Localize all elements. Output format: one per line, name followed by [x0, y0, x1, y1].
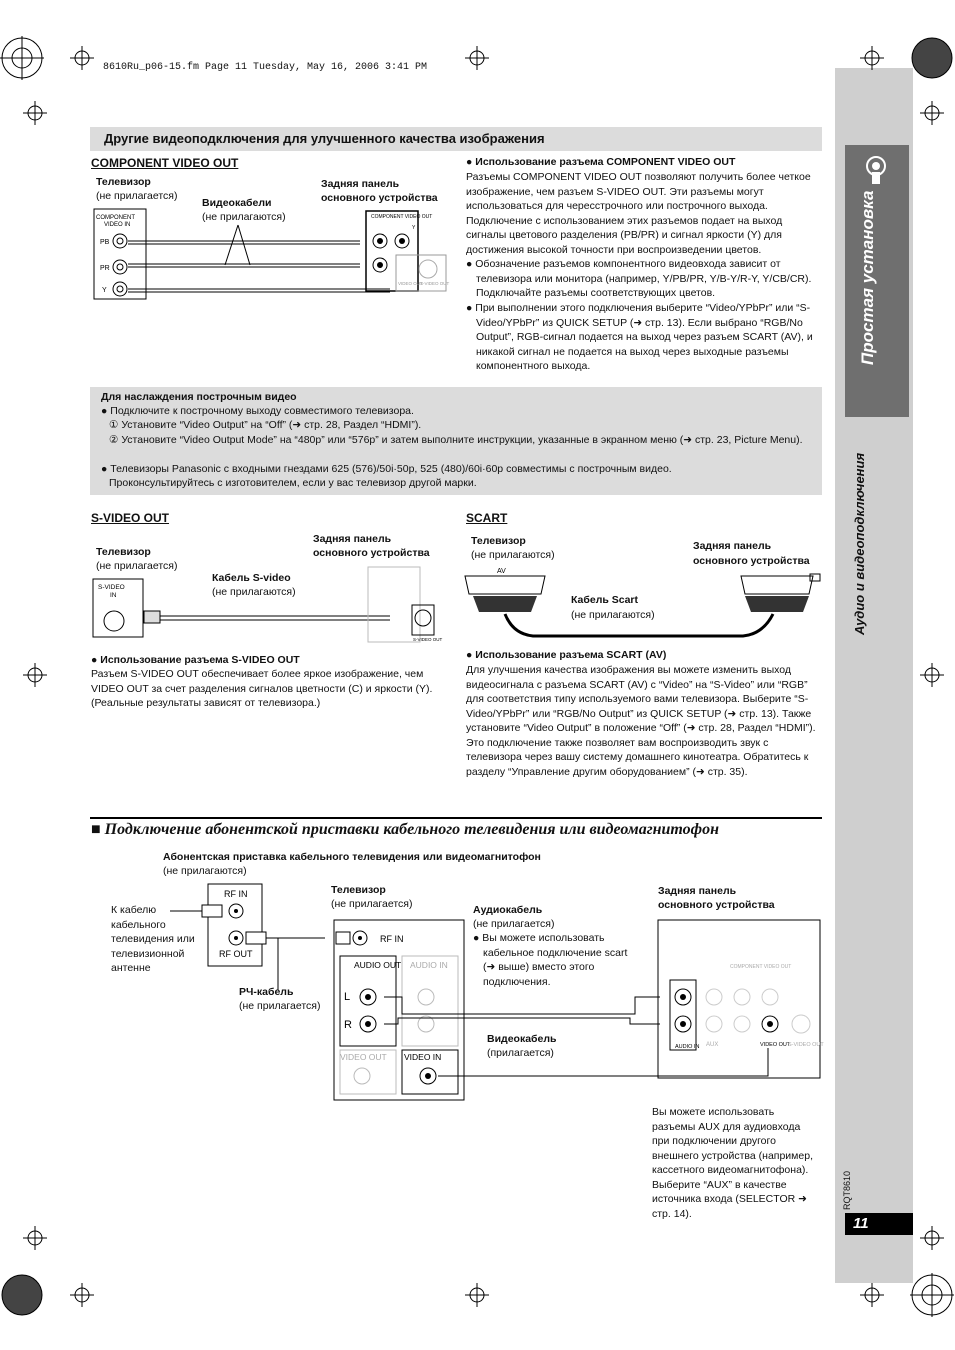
svideo-cable-label: Кабель S-video — [212, 572, 291, 584]
progressive-step-2: ② Установите “Video Output Mode” на “480p” или “576p” и затем выполните инструкции, указанные в экранном меню (➜ стр. 23, Picture Menu). — [109, 434, 803, 446]
tv-video-out: VIDEO OUT — [340, 1052, 387, 1062]
tv-r: R — [344, 1019, 352, 1031]
progressive-heading: Для наслаждения построчным видео — [101, 391, 297, 403]
component-tv-note: (не прилагается) — [96, 190, 178, 202]
unit-component: COMPONENT VIDEO OUT — [730, 964, 792, 970]
unit-aux: AUX — [706, 1042, 719, 1048]
crop-mark-tr — [860, 38, 952, 125]
scart-diagram — [463, 564, 823, 644]
progressive-line-2: ● Телевизоры Panasonic с входными гнездами 625 (576)/50i·50p, 525 (480)/60i·60p совместимы с построчным видео. — [101, 463, 672, 475]
svideo-tv-jack-1: S-VIDEO — [98, 584, 125, 591]
page-number: 11 — [845, 1213, 913, 1235]
jack-pr: PR — [100, 265, 110, 272]
stb-rf-in: RF IN — [224, 889, 248, 899]
section2-audio-cable-note: (не прилагается) — [473, 918, 555, 930]
svideo-diagram — [90, 565, 450, 645]
component-cables-label: Видеокабели — [202, 197, 272, 209]
section2-box-note: (не прилагаются) — [163, 865, 247, 877]
section2-audio-cable-bullet: ● Вы можете использовать кабельное подключение scart (➜ выше) вместо этого подключения. — [473, 932, 628, 988]
svideo-usage-text: Разъем S-VIDEO OUT обеспечивает более яркое изображение, чем VIDEO OUT за счет разделения сигналов цветности (C) и яркости (Y). (Реальные результаты зависят от телевизора.) — [91, 668, 433, 709]
section2-aux-note: Вы можете использовать разъемы AUX для аудиовхода при подключении другого внешнего устройства (например, кассетного видеомагнитофона). Выберите “AUX” в качестве источника входа (SELECTOR ➜ стр. 14). — [652, 1106, 813, 1220]
section2-box-label: Абонентская приставка кабельного телевидения или видеомагнитофон — [163, 851, 541, 863]
unit-jack-label: COMPONENT VIDEO OUT — [371, 214, 433, 220]
scart-usage-heading: ● Использование разъема SCART (AV) — [466, 649, 667, 661]
svideo-heading: S-VIDEO OUT — [91, 511, 170, 525]
scart-heading: SCART — [466, 511, 508, 525]
section1-title: Другие видеоподключения для улучшенного качества изображения — [104, 131, 545, 146]
component-rear-label-2: основного устройства — [321, 192, 438, 204]
progressive-line-3: Проконсультируйтесь с изготовителем, если у вас телевизор другой марки. — [109, 477, 477, 489]
file-header: 8610Ru_p06-15.fm Page 11 Tuesday, May 16, 2006 3:41 PM — [103, 62, 428, 73]
sidebar-subsection-title: Аудио и видеоподключения — [852, 452, 867, 635]
svideo-usage-heading: ● Использование разъема S-VIDEO OUT — [91, 654, 300, 666]
doc-code: RQT8610 — [842, 1170, 852, 1210]
section2-tv-label: Телевизор — [331, 884, 386, 896]
svideo-rear-label-2: основного устройства — [313, 547, 430, 559]
scart-cable-note: (не прилагаются) — [571, 609, 655, 621]
progressive-line-1: ● Подключите к построчному выходу совместимого телевизора. — [101, 405, 414, 417]
component-usage-heading: ● Использование разъема COMPONENT VIDEO OUT — [466, 156, 736, 168]
section2-rear-label-1: Задняя панель — [658, 885, 737, 897]
scart-rear-label-2: основного устройства — [693, 555, 810, 567]
component-cables-note: (не прилагаются) — [202, 211, 286, 223]
jack-pb: PB — [100, 239, 110, 246]
unit-audio-in: AUDIO IN — [675, 1044, 700, 1050]
progressive-step-1: ① Установите “Video Output” на “Off” (➜ стр. 28, Раздел “HDMI”). — [109, 419, 422, 431]
crop-mark-mid-left — [23, 663, 47, 687]
tv-video-in: VIDEO IN — [404, 1052, 442, 1062]
crop-mark-br — [860, 1226, 954, 1317]
svideo-rear-label-1: Задняя панель — [313, 533, 392, 545]
unit-svideo-out: S-VIDEO OUT — [420, 281, 450, 286]
scart-cable-label: Кабель Scart — [571, 594, 639, 606]
tv-jack-label-2: VIDEO IN — [104, 222, 131, 228]
component-bullet-2: ● При выполнении этого подключения выберите “Video/YPbPr” или “S-Video/YPbPr” из QUICK SETUP (➜ стр. 13). Если выбрано “RGB/No Output”, RGB-сигнал подается на выход через разъем SCART (AV), и никакой сигнал не подается на выход через выходные разъемы компонентного выхода. — [466, 302, 813, 372]
jack-y: Y — [102, 287, 107, 294]
component-usage-para: Разъемы COMPONENT VIDEO OUT позволяют получить более четкое изображение, чем разъем S-VIDEO OUT. Эти разъемы могут использоваться для чересстрочного или построчного выхода. Подключение с использованием этих разъемов подает на выход сигналы цветового разделения (PB/PR) и сигнал яркости (Y) для достижения высокой точности при воспроизведении цветов. — [466, 171, 811, 256]
crop-mark-top-center — [465, 46, 489, 70]
scart-rear-label-1: Задняя панель — [693, 540, 772, 552]
section2-rf-cable-label: РЧ-кабель — [239, 986, 294, 998]
svideo-tv-jack-2: IN — [110, 592, 117, 599]
unit-video-out: VIDEO OUT — [760, 1042, 791, 1048]
tv-audio-in: AUDIO IN — [410, 960, 448, 970]
crop-mark-mid-right — [920, 663, 944, 687]
unit-y: Y — [412, 225, 416, 231]
component-diagram — [90, 205, 450, 305]
sidebar-section-title: Простая установка — [858, 190, 877, 365]
component-rear-label-1: Задняя панель — [321, 178, 400, 190]
svideo-tv-label: Телевизор — [96, 546, 151, 558]
section2-antenna-text: К кабелю кабельного телевидения или телевизионной антенне — [111, 904, 195, 974]
section2-rear-label-2: основного устройства — [658, 899, 775, 911]
tv-l: L — [344, 991, 351, 1003]
svideo-cable-note: (не прилагаются) — [212, 586, 296, 598]
tv-rf-in: RF IN — [380, 934, 404, 944]
tv-audio-out: AUDIO OUT — [354, 960, 402, 970]
unit-svideo-out: S-VIDEO OUT — [788, 1042, 824, 1048]
section2-title: ■ Подключение абонентской приставки кабельного телевидения или видеомагнитофон — [91, 821, 719, 838]
svideo-tv-note: (не прилагается) — [96, 560, 178, 572]
scart-tv-note: (не прилагаются) — [471, 549, 555, 561]
svideo-unit-jack: S-VIDEO OUT — [413, 637, 443, 642]
section2-video-cable-label: Видеокабель — [487, 1033, 557, 1045]
component-tv-label: Телевизор — [96, 176, 151, 188]
section2-diagram — [140, 880, 830, 1105]
section2-video-cable-note: (прилагается) — [487, 1047, 554, 1059]
scart-tv-label: Телевизор — [471, 535, 526, 547]
crop-mark-bl — [2, 1226, 94, 1315]
section2-rf-cable-note: (не прилагается) — [239, 1000, 321, 1012]
stb-rf-out: RF OUT — [219, 949, 253, 959]
section2-divider — [90, 817, 822, 819]
component-heading: COMPONENT VIDEO OUT — [91, 156, 239, 170]
tv-jack-label-1: COMPONENT — [96, 215, 135, 221]
crop-mark-tl — [0, 36, 94, 125]
scart-usage-text: Для улучшения качества изображения вы можете изменить выход видеосигнала с разъема SCART (AV) с “Video” на “S-Video” или “RGB” для соответствия типу используемого вами телевизора. Выберите “S-Video/YPbPr” или “RGB/No Output” из QUICK SETUP (➜ стр. 13). Также установите “Video Output” в положение “Off” (➜ стр. 28, Раздел “HDMI”). Это подключение также позволяет вам воспроизводить звук с телевизора через вашу систему домашнего кинотеатра. Обратитесь к разделу “Управление другим оборудованием” (➜ стр. 35). — [466, 664, 816, 778]
section2-tv-note: (не прилагается) — [331, 898, 413, 910]
crop-mark-bottom-center — [465, 1283, 489, 1307]
scart-av-label: AV — [497, 568, 506, 575]
section2-audio-cable-label: Аудиокабель — [473, 904, 543, 916]
unit-video-out: VIDEO OUT — [398, 281, 423, 286]
component-bullet-1: ● Обозначение разъемов компонентного видеовхода зависит от телевизора или монитора (например, Y/PB/PR, Y/B-Y/R-Y, Y/CB/CR). Подключайте разъемы соответствующих цветов. — [466, 258, 812, 299]
